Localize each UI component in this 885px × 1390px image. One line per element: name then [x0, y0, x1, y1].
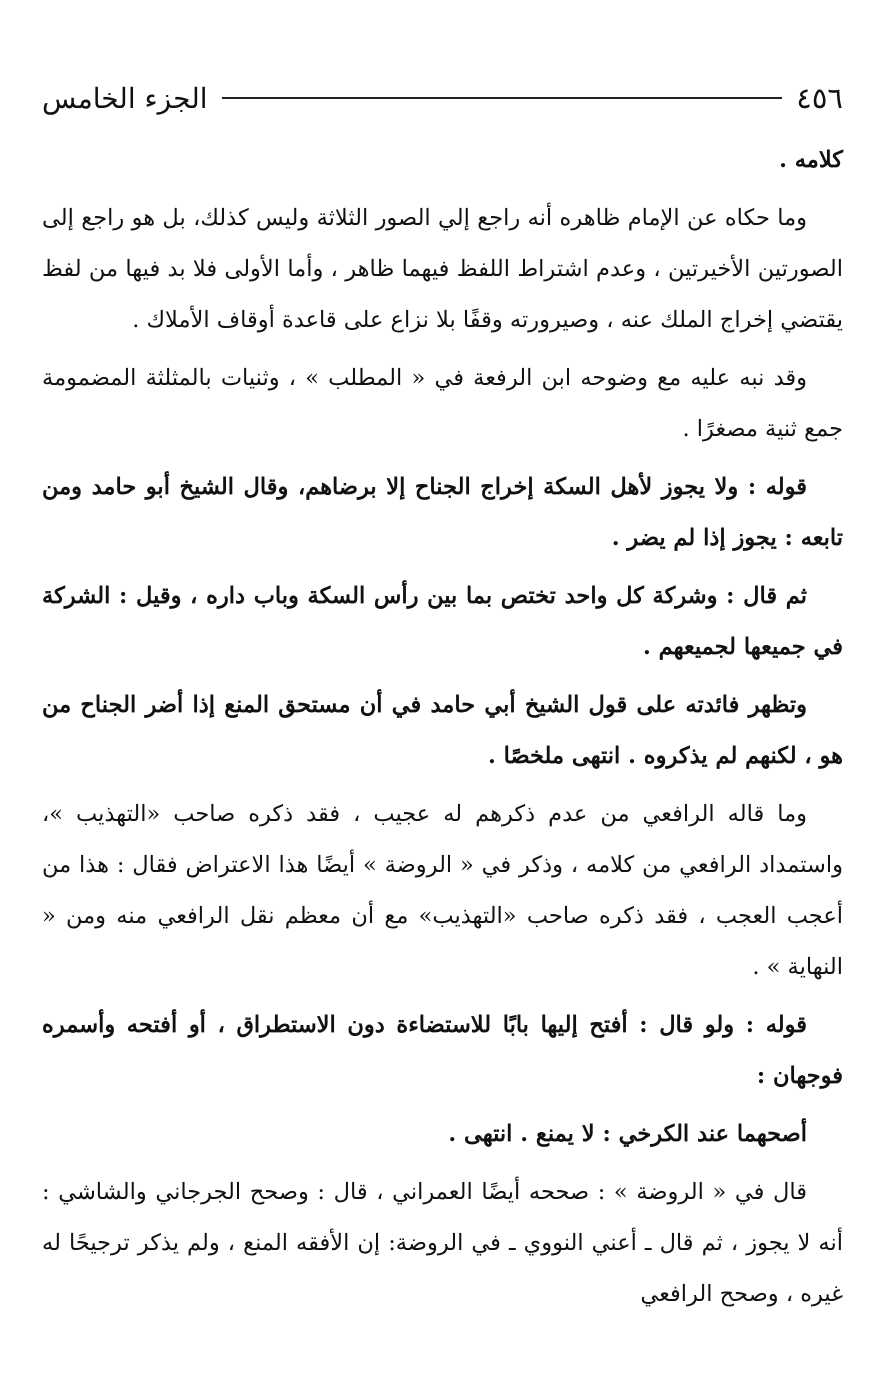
paragraph: قوله : ولو قال : أفتح إليها بابًا للاستضاءة دون الاستطراق ، أو أفتحه وأسمره فوجهان :	[42, 1012, 843, 1089]
paragraph: أصحهما عند الكرخي : لا يمنع . انتهى .	[448, 1121, 807, 1147]
header-rule	[222, 97, 783, 99]
paragraph: وما قاله الرافعي من عدم ذكرهم له عجيب ، فقد ذكره صاحب «التهذيب »، واستمداد الرافعي من كلامه ، وذكر في « الروضة » أيضًا هذا الاعتراض فقال : هذا من أعجب العجب ، فقد ذكره صاحب «التهذيب» مع أن معظم نقل الرافعي منه ومن « النهاية » .	[42, 801, 843, 980]
paragraph: وما حكاه عن الإمام ظاهره أنه راجع إلي الصور الثلاثة وليس كذلك، بل هو راجع إلى الصورتين الأخيرتين ، وعدم اشتراط اللفظ فيهما ظاهر ، وأما الأولى فلا بد فيها من لفظ يقتضي إخراج الملك عنه ، وصيرورته وقفًا بلا نزاع على قاعدة أوقاف الأملاك .	[42, 205, 843, 333]
page-header	[42, 76, 843, 120]
paragraph: وقد نبه عليه مع وضوحه ابن الرفعة في « المطلب » ، وثنيات بالمثلثة المضمومة جمع ثنية مصغرًا .	[42, 365, 843, 442]
page-body	[42, 135, 843, 1327]
paragraph: قال في « الروضة » : صححه أيضًا العمراني ، قال : وصحح الجرجاني والشاشي : أنه لا يجوز ، ثم قال ـ أعني النووي ـ في الروضة: إن الأفقه المنع ، ولم يذكر ترجيحًا له غيره ، وصحح الرافعي	[42, 1179, 843, 1307]
paragraph: قوله : ولا يجوز لأهل السكة إخراج الجناح إلا برضاهم، وقال الشيخ أبو حامد ومن تابعه : يجوز إذا لم يضر .	[42, 474, 843, 551]
page-number: ٤٥٦	[796, 81, 843, 115]
running-title: الجزء الخامس	[42, 81, 208, 115]
paragraph: وتظهر فائدته على قول الشيخ أبي حامد في أن مستحق المنع إذا أضر الجناح من هو ، لكنهم لم يذكروه . انتهى ملخصًا .	[42, 692, 843, 769]
paragraph: كلامه .	[779, 147, 843, 173]
paragraph: ثم قال : وشركة كل واحد تختص بما بين رأس السكة وباب داره ، وقيل : الشركة في جميعها لجميعهم .	[42, 583, 843, 660]
